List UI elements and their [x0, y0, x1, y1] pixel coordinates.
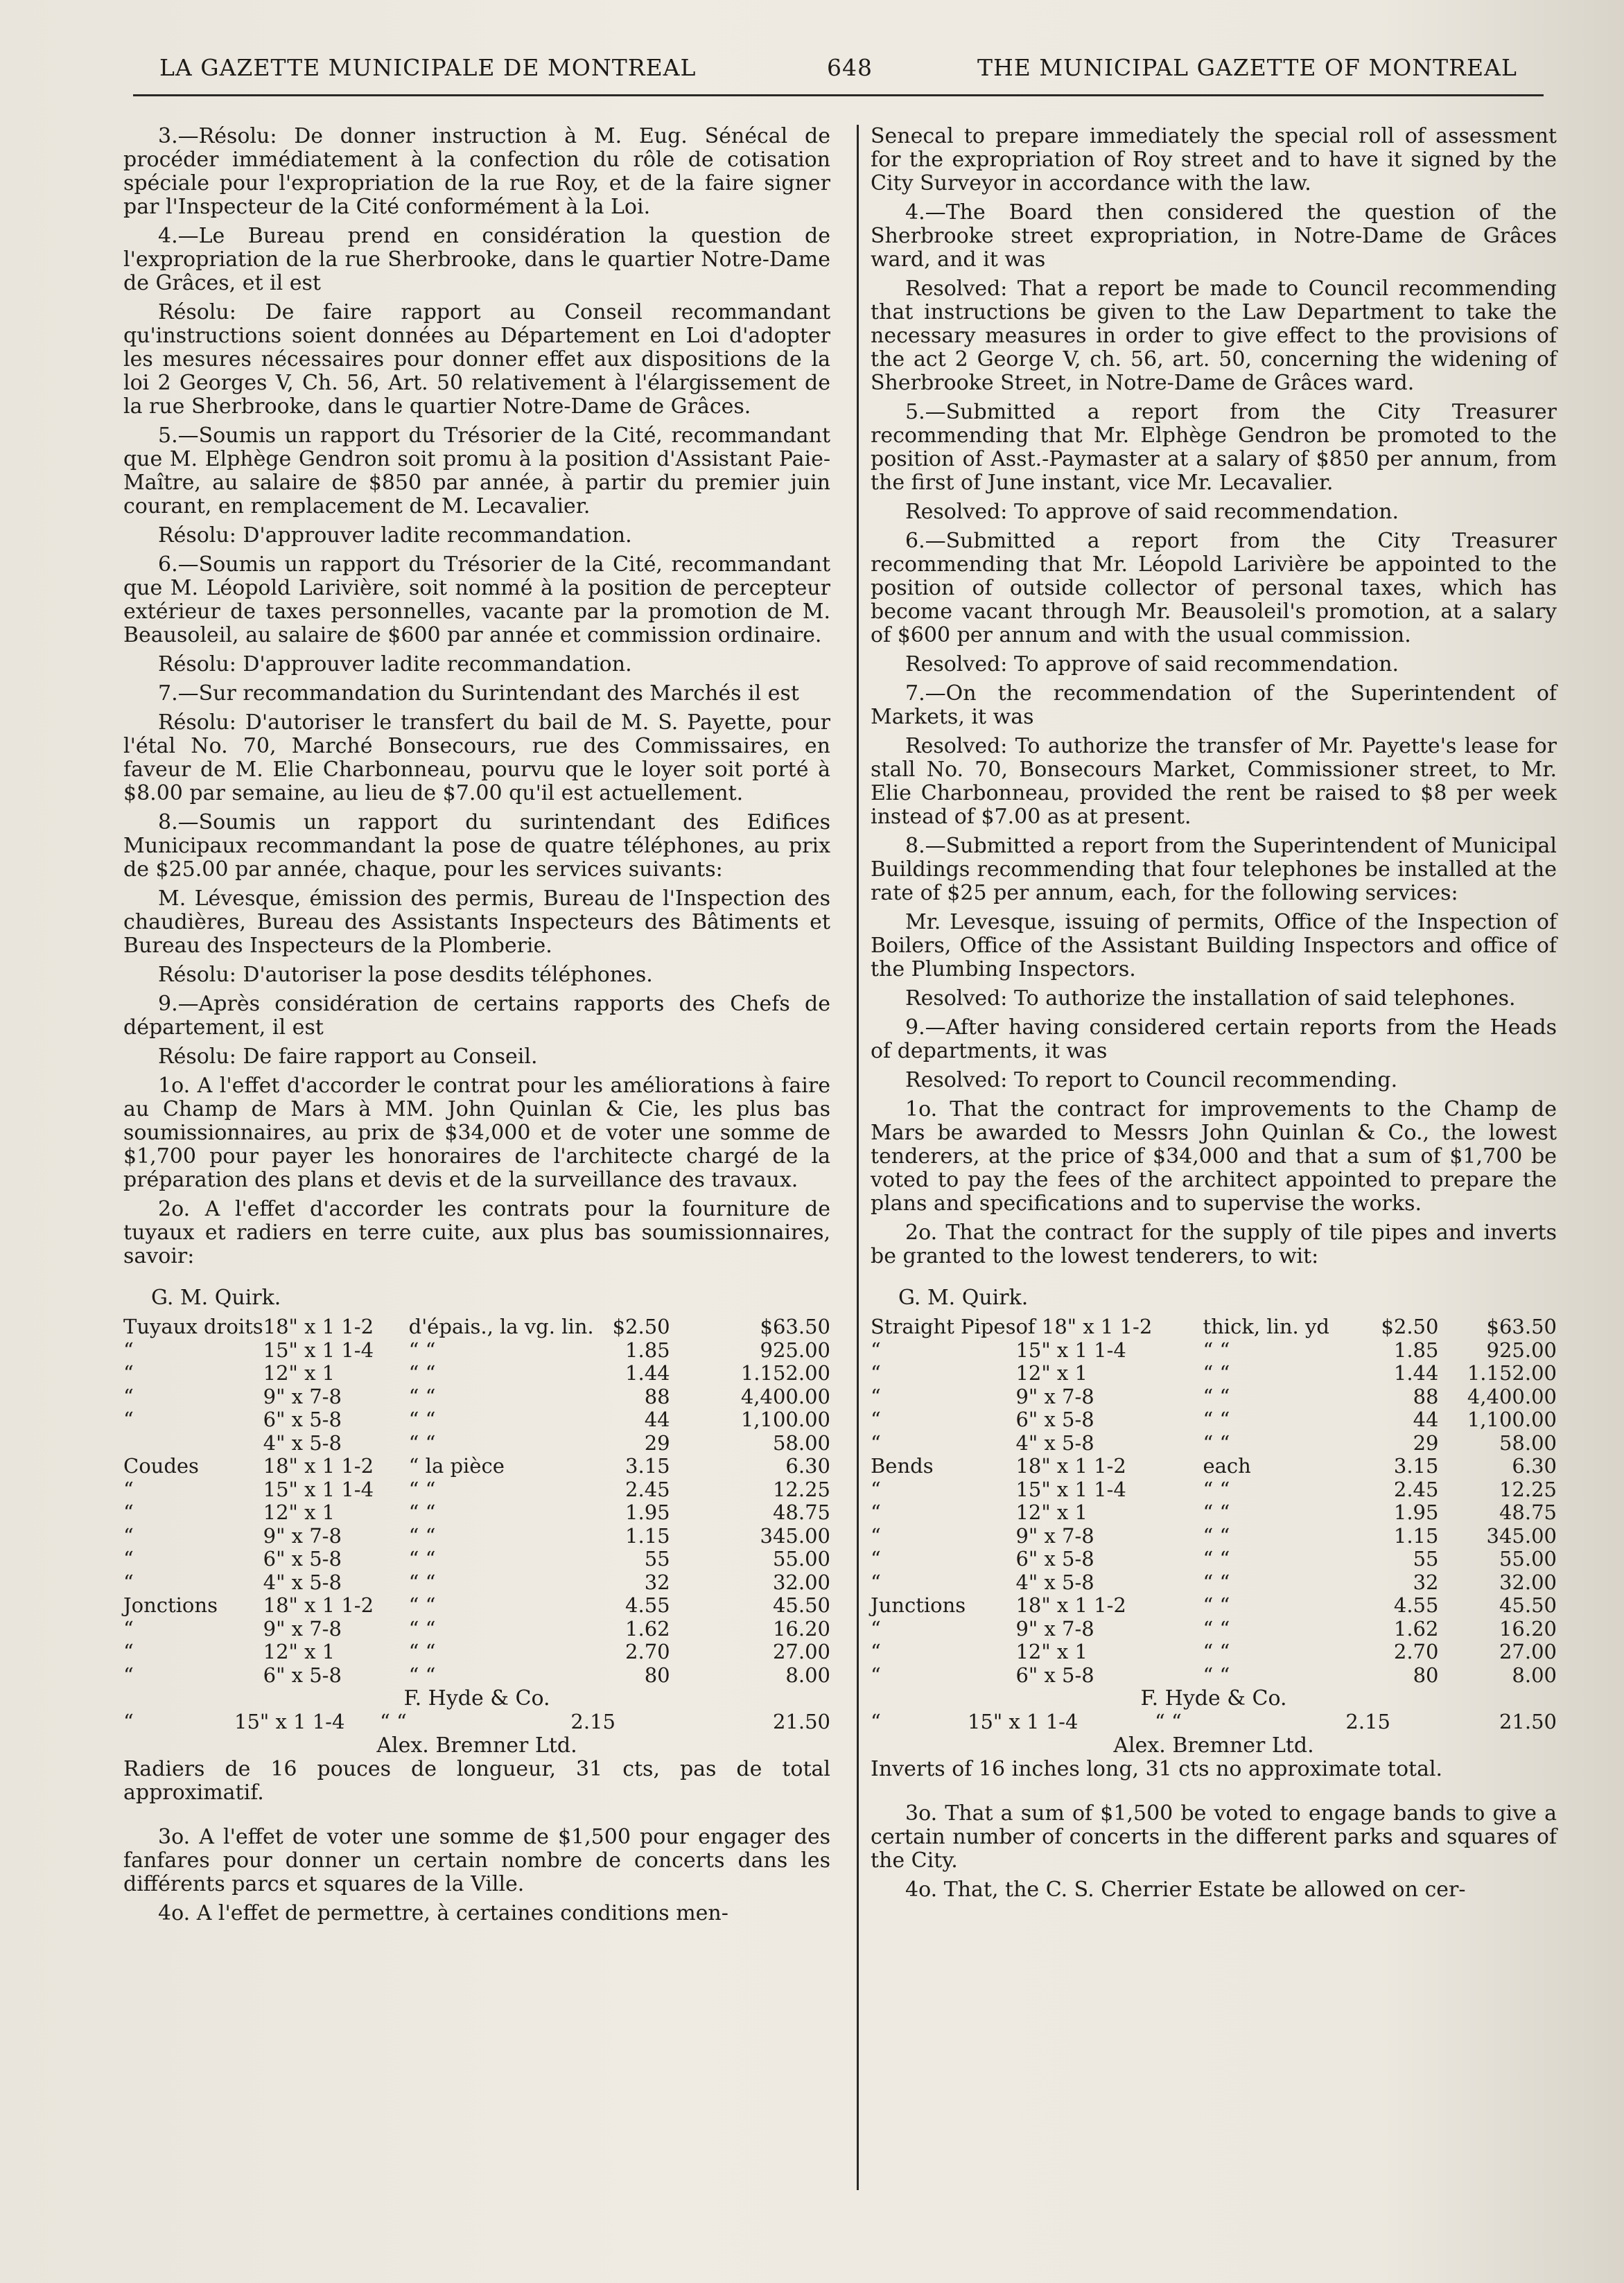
item-price: 32	[1413, 1570, 1439, 1594]
item-unit: “ “	[408, 1523, 436, 1548]
item-price: 2.45	[1393, 1477, 1439, 1501]
item-total: 1.152.00	[740, 1361, 830, 1385]
paragraph: 1o. That the contract for improvements to the Champ de Mars be awarded to Messrs John Quinlan & Co., the lowest tenderers, at the price of $34,000 and that a sum of $1,700 be voted to pay the fees of the architect appointed to prepare the plans and specifications and to supervise the works.	[871, 1097, 1557, 1216]
table-row	[871, 1339, 1557, 1363]
table-row	[123, 1385, 830, 1409]
item-price: 55	[1413, 1547, 1439, 1571]
paragraph: 1o. A l'effet d'accorder le contrat pour les améliorations à faire au Champ de Mars à MM. John Quinlan & Cie, les plus bas soumissionnaires, au prix de $34,000 et de voter une somme de $1,700 pour payer les honoraires de l'architecte chargé de la préparation des plans et devis et de la surveillance des travaux.	[123, 1074, 830, 1192]
table-row	[123, 1339, 830, 1363]
item-unit: “ “	[1203, 1384, 1230, 1408]
item-price: 1.95	[625, 1501, 670, 1524]
item-total: 4,400.00	[1467, 1384, 1557, 1408]
item-total: 32.00	[1499, 1570, 1557, 1594]
paragraph: 9.—Après considération de certains rapports des Chefs de département, il est	[123, 992, 830, 1040]
item-unit: “ “	[1203, 1640, 1230, 1663]
item-category: Junctions	[871, 1593, 966, 1617]
item-unit: “ “	[408, 1570, 436, 1594]
item-price: 1.62	[1393, 1616, 1439, 1641]
item-category: “	[123, 1501, 134, 1524]
page-header	[159, 54, 1539, 90]
item-size: 6" x 5-8	[1015, 1547, 1094, 1571]
item-price: $2.50	[1381, 1315, 1439, 1338]
item-unit: “ “	[408, 1338, 436, 1362]
item-category: “	[871, 1431, 881, 1455]
french-column	[123, 125, 830, 1931]
supplier-name: G. M. Quirk.	[898, 1286, 1029, 1310]
item-total: 6.30	[785, 1454, 830, 1478]
item-unit: “ “	[1203, 1338, 1230, 1362]
item-unit: “ “	[1203, 1501, 1230, 1524]
table-row	[871, 1711, 1557, 1734]
item-price: 29	[1413, 1431, 1439, 1455]
supplier-name: F. Hyde & Co.	[1140, 1686, 1287, 1711]
item-category: “	[871, 1570, 881, 1594]
item-total: 48.75	[1499, 1501, 1557, 1524]
item-category: “	[123, 1616, 134, 1641]
paragraph: Radiers de 16 pouces de longueur, 31 cts, pas de total approximatif.	[123, 1756, 830, 1805]
table-row	[871, 1641, 1557, 1664]
item-size: 12" x 1	[1015, 1501, 1088, 1524]
paragraph: 6.—Submitted a report from the City Treasurer recommending that Mr. Léopold Larivière be appointed to the position of outside collector of personal taxes, which has become vacant through Mr. Beausoleil's promotion, at a salary of $600 per annum and with the usual commission.	[871, 529, 1557, 647]
table-row	[123, 1478, 830, 1502]
item-total: 55.00	[772, 1547, 830, 1571]
items-table-hyde-fr	[123, 1711, 830, 1734]
item-price: 2.45	[625, 1477, 670, 1501]
item-total: 8.00	[785, 1663, 830, 1687]
item-price: 88	[1413, 1384, 1439, 1408]
paragraph: 6.—Soumis un rapport du Trésorier de la Cité, recommandant que M. Léopold Larivière, soit nommé à la position de percepteur extérieur de taxes personnelles, vacante par la promotion de M. Beausoleil, au salaire de $600 par année et commission ordinaire.	[123, 552, 830, 647]
item-unit: “ “	[1155, 1710, 1182, 1733]
item-total: 345.00	[1486, 1523, 1557, 1548]
item-unit: “ “	[1203, 1570, 1230, 1594]
item-category	[123, 1432, 263, 1455]
item-size: 4" x 5-8	[1015, 1570, 1094, 1594]
table-row	[871, 1408, 1557, 1432]
item-total: 16.20	[1499, 1616, 1557, 1641]
paragraph: 9.—After having considered certain reports from the Heads of departments, it was	[871, 1015, 1557, 1063]
item-category: “	[123, 1710, 134, 1733]
item-category: “	[123, 1361, 134, 1385]
item-price: 44	[644, 1408, 670, 1431]
item-total: 1,100.00	[1467, 1408, 1557, 1431]
item-total: 55.00	[1499, 1547, 1557, 1571]
item-size: of 18" x 1 1-2	[1015, 1315, 1153, 1338]
item-size: 9" x 7-8	[263, 1523, 342, 1548]
paragraph: Résolu: D'autoriser la pose desdits téléphones.	[158, 963, 653, 987]
paragraph: Resolved: To approve of said recommendation.	[905, 652, 1399, 676]
item-category: Jonctions	[123, 1593, 218, 1617]
item-size: 9" x 7-8	[1015, 1384, 1094, 1408]
item-category: “	[123, 1547, 134, 1571]
item-total: 32.00	[772, 1570, 830, 1594]
paragraph: 2o. That the contract for the supply of tile pipes and inverts be granted to the lowest tenderers, to wit:	[871, 1221, 1557, 1268]
paragraph: Resolved: To approve of said recommendation.	[905, 500, 1399, 524]
table-row	[123, 1455, 830, 1478]
item-category: “	[871, 1523, 881, 1548]
item-price: 1.62	[625, 1616, 670, 1641]
item-unit: “ “	[408, 1477, 436, 1501]
items-table-quirk-fr	[123, 1315, 830, 1687]
paragraph: 8.—Submitted a report from the Superintendent of Municipal Buildings recommending that four telephones be installed at the rate of $25 per annum, each, for the following services:	[871, 834, 1557, 905]
item-price: 4.55	[625, 1593, 670, 1617]
item-unit: “ “	[408, 1501, 436, 1524]
item-size: 15" x 1 1-4	[234, 1710, 345, 1733]
table-row	[123, 1664, 830, 1688]
item-unit: “ la pièce	[408, 1454, 505, 1478]
table-row	[123, 1315, 830, 1339]
item-total: 21.50	[772, 1710, 830, 1733]
item-category: “	[123, 1640, 134, 1663]
items-table-hyde-en	[871, 1711, 1557, 1734]
table-row	[123, 1501, 830, 1525]
paragraph: Résolu: De faire rapport au Conseil recommandant qu'instructions soient données au Département en Loi d'adopter les mesures nécessaires pour donner effet aux dispositions de la loi 2 Georges V, Ch. 56, Art. 50 relativement à l'élargissement de la rue Sherbrooke, dans le quartier Notre-Dame de Grâces.	[123, 300, 830, 419]
table-row	[871, 1432, 1557, 1455]
item-price: 1.85	[625, 1338, 670, 1362]
item-price: 1.44	[1393, 1361, 1439, 1385]
paragraph: 4.—The Board then considered the question of the Sherbrooke street expropriation, in Notre-Dame de Grâces ward, and it was	[871, 200, 1557, 272]
item-unit: “ “	[408, 1361, 436, 1385]
item-price: 88	[644, 1384, 670, 1408]
table-row	[123, 1525, 830, 1548]
table-row	[871, 1664, 1557, 1688]
item-price: 2.15	[1345, 1710, 1390, 1733]
item-size: 12" x 1	[263, 1501, 335, 1524]
item-total: 925.00	[1486, 1338, 1557, 1362]
item-price: 44	[1413, 1408, 1439, 1431]
table-row	[871, 1618, 1557, 1641]
item-category: “	[871, 1640, 881, 1663]
supplier-name: Alex. Bremner Ltd.	[1113, 1733, 1314, 1758]
item-total: 27.00	[772, 1640, 830, 1663]
item-price: 29	[644, 1431, 670, 1455]
paragraph: Résolu: D'approuver ladite recommandation.	[158, 523, 632, 548]
item-total: 1,100.00	[740, 1408, 830, 1431]
item-category: “	[871, 1616, 881, 1641]
item-unit: “ “	[1203, 1408, 1230, 1431]
item-size: 18" x 1 1-2	[263, 1593, 374, 1617]
item-unit: “ “	[408, 1431, 436, 1455]
item-total: 6.30	[1512, 1454, 1557, 1478]
item-price: 80	[644, 1663, 670, 1687]
paragraph: 3o. A l'effet de voter une somme de $1,500 pour engager des fanfares pour donner un certain nombre de concerts dans les différents parcs et squares de la Ville.	[123, 1824, 830, 1896]
item-size: 15" x 1 1-4	[1015, 1338, 1126, 1362]
item-size: 6" x 5-8	[263, 1408, 342, 1431]
item-category: “	[871, 1663, 881, 1687]
table-row	[123, 1362, 830, 1385]
paragraph: Resolved: To authorize the transfer of Mr. Payette's lease for stall No. 70, Bonsecours Market, Commissioner street, to Mr. Elie Charbonneau, provided the rent be raised to $8 per week instead of $7.00 as at present.	[871, 734, 1557, 829]
item-unit: thick, lin. yd	[1203, 1315, 1329, 1338]
item-price: 3.15	[625, 1454, 670, 1478]
item-size: 15" x 1 1-4	[263, 1338, 374, 1362]
table-row	[871, 1501, 1557, 1525]
item-price: 1.15	[625, 1523, 670, 1548]
item-size: 9" x 7-8	[263, 1384, 342, 1408]
item-size: 15" x 1 1-4	[263, 1477, 374, 1501]
item-size: 9" x 7-8	[1015, 1523, 1094, 1548]
item-unit: “ “	[1203, 1616, 1230, 1641]
item-category: “	[123, 1384, 134, 1408]
paragraph: 3o. That a sum of $1,500 be voted to engage bands to give a certain number of concerts in the different parks and squares of the City.	[871, 1801, 1557, 1873]
item-price: 2.15	[570, 1710, 615, 1733]
paragraph: 7.—On the recommendation of the Superintendent of Markets, it was	[871, 681, 1557, 729]
item-size: 12" x 1	[1015, 1640, 1088, 1663]
column-divider	[857, 125, 859, 2190]
item-unit: “ “	[1203, 1523, 1230, 1548]
item-unit: “ “	[408, 1408, 436, 1431]
table-row	[871, 1315, 1557, 1339]
item-size: 9" x 7-8	[1015, 1616, 1094, 1641]
item-total: 48.75	[772, 1501, 830, 1524]
item-unit: “ “	[1203, 1663, 1230, 1687]
table-row	[123, 1548, 830, 1571]
paragraph: 5.—Soumis un rapport du Trésorier de la Cité, recommandant que M. Elphège Gendron soit promu à la position d'Assistant Paie-Maître, au salaire de $850 par année, à partir du premier juin courant, en remplacement de M. Lecavalier.	[123, 423, 830, 518]
page-number: 648	[827, 54, 873, 81]
english-column	[871, 125, 1557, 1907]
table-row	[123, 1618, 830, 1641]
item-price: 2.70	[1393, 1640, 1439, 1663]
item-total: 1.152.00	[1467, 1361, 1557, 1385]
supplier-name: G. M. Quirk.	[151, 1286, 281, 1310]
item-unit: d'épais., la vg. lin.	[408, 1315, 594, 1338]
item-size: 9" x 7-8	[263, 1616, 342, 1641]
table-row	[123, 1432, 830, 1455]
item-category: “	[123, 1570, 134, 1594]
item-size: 4" x 5-8	[263, 1570, 342, 1594]
paragraph: 3.—Résolu: De donner instruction à M. Eug. Sénécal de procéder immédiatement à la confection du rôle de cotisation spéciale pour l'expropriation de la rue Roy, et de la faire signer par l'Inspecteur de la Cité conformément à la Loi.	[123, 124, 830, 219]
item-unit: “ “	[1203, 1547, 1230, 1571]
item-unit: “ “	[408, 1616, 436, 1641]
paragraph: Résolu: D'approuver ladite recommandation.	[158, 652, 632, 676]
item-size: 6" x 5-8	[263, 1663, 342, 1687]
paragraph: Inverts of 16 inches long, 31 cts no approximate total.	[871, 1756, 1443, 1781]
paragraph: M. Lévesque, émission des permis, Bureau de l'Inspection des chaudières, Bureau des Assistants Inspecteurs des Bâtiments et Bureau des Inspecteurs de la Plomberie.	[123, 886, 830, 958]
item-total: 925.00	[760, 1338, 830, 1362]
item-size: 4" x 5-8	[1015, 1431, 1094, 1455]
item-total: 4,400.00	[740, 1384, 830, 1408]
item-category: “	[871, 1408, 881, 1431]
item-category: “	[871, 1384, 881, 1408]
item-category: “	[871, 1710, 881, 1733]
paragraph: Resolved: To authorize the installation of said telephones.	[905, 986, 1516, 1011]
item-price: 2.70	[625, 1640, 670, 1663]
header-title-en: THE MUNICIPAL GAZETTE OF MONTREAL	[977, 54, 1517, 81]
paragraph: Résolu: De faire rapport au Conseil.	[158, 1044, 538, 1069]
item-price: 3.15	[1393, 1454, 1439, 1478]
table-row	[123, 1641, 830, 1664]
item-category: Coudes	[123, 1454, 199, 1478]
paragraph: 7.—Sur recommandation du Surintendant des Marchés il est	[158, 681, 799, 706]
item-total: 45.50	[1499, 1593, 1557, 1617]
item-total: 21.50	[1499, 1710, 1557, 1733]
item-price: 1.44	[625, 1361, 670, 1385]
item-category: “	[123, 1663, 134, 1687]
item-price: 55	[644, 1547, 670, 1571]
item-price: $2.50	[612, 1315, 670, 1338]
item-category: “	[871, 1547, 881, 1571]
table-row	[123, 1408, 830, 1432]
table-row	[123, 1711, 830, 1734]
item-category: “	[123, 1338, 134, 1362]
item-price: 1.15	[1393, 1523, 1439, 1548]
item-category: “	[871, 1501, 881, 1524]
item-total: 16.20	[772, 1616, 830, 1641]
paragraph: Senecal to prepare immediately the special roll of assessment for the expropriation of Roy street and to have it signed by the City Surveyor in accordance with the law.	[871, 124, 1557, 195]
item-total: $63.50	[1486, 1315, 1557, 1338]
paragraph: 4o. A l'effet de permettre, à certaines conditions men-	[158, 1900, 728, 1925]
item-category: “	[123, 1408, 134, 1431]
item-size: 12" x 1	[263, 1640, 335, 1663]
header-rule	[133, 94, 1544, 96]
item-size: 12" x 1	[1015, 1361, 1088, 1385]
table-row	[871, 1385, 1557, 1409]
item-total: 58.00	[772, 1431, 830, 1455]
item-unit: “ “	[408, 1640, 436, 1663]
paragraph: 4o. That, the C. S. Cherrier Estate be allowed on cer-	[905, 1877, 1466, 1902]
item-category: “	[871, 1477, 881, 1501]
item-total: 58.00	[1499, 1431, 1557, 1455]
item-total: 45.50	[772, 1593, 830, 1617]
item-size: 6" x 5-8	[1015, 1663, 1094, 1687]
item-price: 32	[644, 1570, 670, 1594]
paragraph: Mr. Levesque, issuing of permits, Office of the Inspection of Boilers, Office of the Assistant Building Inspectors and office of the Plumbing Inspectors.	[871, 910, 1557, 981]
item-total: 8.00	[1512, 1663, 1557, 1687]
item-unit: “ “	[1203, 1431, 1230, 1455]
table-row	[123, 1594, 830, 1618]
item-category: Bends	[871, 1454, 934, 1478]
item-size: 6" x 5-8	[1015, 1408, 1094, 1431]
item-unit: “ “	[380, 1710, 407, 1733]
table-row	[123, 1571, 830, 1595]
item-size: 18" x 1 1-2	[1015, 1454, 1126, 1478]
item-total: 12.25	[772, 1477, 830, 1501]
item-category: Straight Pipes	[871, 1315, 1016, 1338]
table-row	[871, 1525, 1557, 1548]
paragraph: Resolved: To report to Council recommending.	[905, 1068, 1398, 1092]
item-total: 345.00	[760, 1523, 830, 1548]
item-total: 12.25	[1499, 1477, 1557, 1501]
item-unit: “ “	[1203, 1477, 1230, 1501]
header-title-fr: LA GAZETTE MUNICIPALE DE MONTREAL	[159, 54, 697, 81]
item-size: 12" x 1	[263, 1361, 335, 1385]
item-total: $63.50	[760, 1315, 830, 1338]
item-size: 15" x 1 1-4	[968, 1710, 1079, 1733]
supplier-name: Alex. Bremner Ltd.	[376, 1733, 577, 1758]
items-table-quirk-en	[871, 1315, 1557, 1687]
item-unit: “ “	[408, 1547, 436, 1571]
item-category: “	[871, 1338, 881, 1362]
item-size: 4" x 5-8	[263, 1431, 342, 1455]
item-size: 18" x 1 1-2	[263, 1315, 374, 1338]
paragraph: 2o. A l'effet d'accorder les contrats pour la fourniture de tuyaux et radiers en terre cuite, aux plus bas soumissionnaires, savoir:	[123, 1197, 830, 1268]
paragraph: Resolved: That a report be made to Council recommending that instructions be given to the Law Department to take the necessary measures in order to give effect to the provisions of the act 2 George V, ch. 56, art. 50, concerning the widening of Sherbrooke Street, in Notre-Dame de Grâces ward.	[871, 277, 1557, 395]
paragraph: 5.—Submitted a report from the City Treasurer recommending that Mr. Elphège Gendron be promoted to the position of Asst.-Paymaster at a salary of $850 per annum, from the first of June instant, vice Mr. Lecavalier.	[871, 400, 1557, 495]
item-size: 18" x 1 1-2	[1015, 1593, 1126, 1617]
item-price: 4.55	[1393, 1593, 1439, 1617]
item-category: “	[123, 1477, 134, 1501]
item-size: 6" x 5-8	[263, 1547, 342, 1571]
item-unit: “ “	[408, 1663, 436, 1687]
item-unit: “ “	[408, 1384, 436, 1408]
item-size: 18" x 1 1-2	[263, 1454, 374, 1478]
table-row	[871, 1594, 1557, 1618]
item-unit: each	[1203, 1454, 1251, 1478]
item-price: 1.95	[1393, 1501, 1439, 1524]
table-row	[871, 1478, 1557, 1502]
item-unit: “ “	[1203, 1593, 1230, 1617]
table-row	[871, 1455, 1557, 1478]
paragraph: 4.—Le Bureau prend en considération la question de l'expropriation de la rue Sherbrooke, dans le quartier Notre-Dame de Grâces, et il est	[123, 224, 830, 295]
item-price: 80	[1413, 1663, 1439, 1687]
paragraph: Résolu: D'autoriser le transfert du bail de M. S. Payette, pour l'étal No. 70, Marché Bonsecours, rue des Commissaires, en faveur de M. Elie Charbonneau, pourvu que le loyer soit porté à $8.00 par semaine, au lieu de $7.00 qu'il est actuellement.	[123, 710, 830, 805]
table-row	[871, 1362, 1557, 1385]
item-unit: “ “	[408, 1593, 436, 1617]
item-price: 1.85	[1393, 1338, 1439, 1362]
paragraph: 8.—Soumis un rapport du surintendant des Edifices Municipaux recommandant la pose de quatre téléphones, au prix de $25.00 par année, chaque, pour les services suivants:	[123, 810, 830, 882]
table-row	[871, 1571, 1557, 1595]
item-category: Tuyaux droits	[123, 1315, 263, 1338]
item-category: “	[123, 1523, 134, 1548]
item-size: 15" x 1 1-4	[1015, 1477, 1126, 1501]
table-row	[871, 1548, 1557, 1571]
item-unit: “ “	[1203, 1361, 1230, 1385]
item-category: “	[871, 1361, 881, 1385]
item-total: 27.00	[1499, 1640, 1557, 1663]
supplier-name: F. Hyde & Co.	[403, 1686, 550, 1711]
